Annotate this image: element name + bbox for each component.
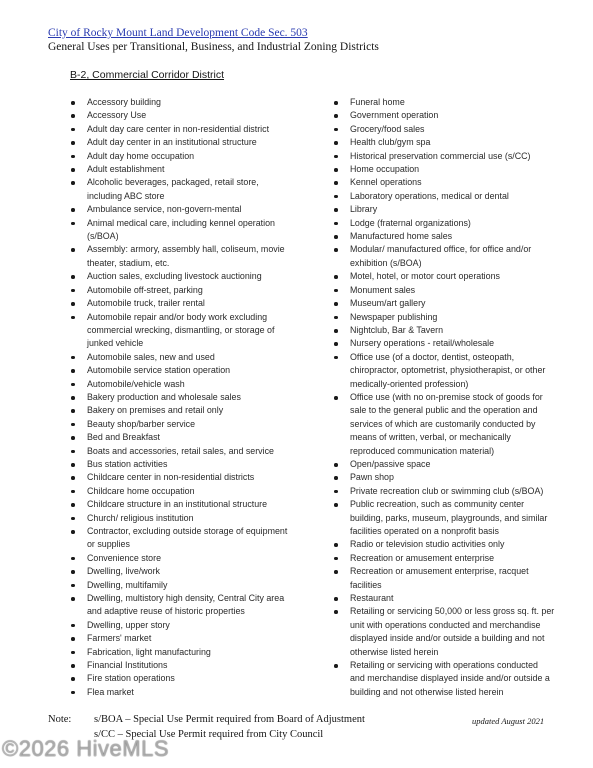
uses-list-right [333, 96, 555, 699]
use-list-item: Fabrication, light manufacturing [70, 646, 292, 659]
use-list-item: Radio or television studio activities only [333, 538, 555, 551]
use-list-item: Laboratory operations, medical or dental [333, 190, 555, 203]
use-list-item: Museum/art gallery [333, 297, 555, 310]
note-line-cc: s/CC – Special Use Permit required from City Council [94, 729, 324, 740]
use-list-item: Government operation [333, 109, 555, 122]
use-list-item: Contractor, excluding outside storage of equipment or supplies [70, 525, 292, 552]
use-list-item: Office use (with no on-premise stock of goods for sale to the general public and the operation and services of which are customarily conducted by means of written, verbal, or mechanically reproduced communication material) [333, 391, 555, 458]
use-list-item: Dwelling, live/work [70, 565, 292, 578]
use-list-item: Childcare center in non-residential districts [70, 471, 292, 484]
use-list-item: Automobile service station operation [70, 364, 292, 377]
use-list-item: Bakery production and wholesale sales [70, 391, 292, 404]
use-list-item: Historical preservation commercial use (s/CC) [333, 150, 555, 163]
use-list-item: Accessory Use [70, 109, 292, 122]
use-list-item: Bus station activities [70, 458, 292, 471]
use-list-item: Church/ religious institution [70, 512, 292, 525]
use-list-item: Automobile/vehicle wash [70, 378, 292, 391]
use-list-item: Office use (of a doctor, dentist, osteopath, chiropractor, optometrist, physiotherapist, or other medically-oriented profession) [333, 351, 555, 391]
use-list-item: Monument sales [333, 284, 555, 297]
use-list-item: Fire station operations [70, 672, 292, 685]
note-line-boa: s/BOA – Special Use Permit required from Board of Adjustment [94, 714, 365, 725]
use-list-item: Nursery operations - retail/wholesale [333, 337, 555, 350]
use-list-item: Adult day care center in non-residential district [70, 123, 292, 136]
use-list-item: Farmers' market [70, 632, 292, 645]
use-list-item: Auction sales, excluding livestock auctioning [70, 270, 292, 283]
use-list-item: Convenience store [70, 552, 292, 565]
use-list-item: Childcare home occupation [70, 485, 292, 498]
use-list-item: Bed and Breakfast [70, 431, 292, 444]
use-list-item: Flea market [70, 686, 292, 699]
use-list-item: Grocery/food sales [333, 123, 555, 136]
use-list-item: Childcare structure in an institutional structure [70, 498, 292, 511]
use-list-item: Library [333, 203, 555, 216]
use-list-item: Dwelling, multifamily [70, 579, 292, 592]
use-list-item: Adult day home occupation [70, 150, 292, 163]
use-list-item: Assembly: armory, assembly hall, coliseum, movie theater, stadium, etc. [70, 243, 292, 270]
use-list-item: Adult day center in an institutional structure [70, 136, 292, 149]
use-list-item: Ambulance service, non-govern-mental [70, 203, 292, 216]
use-list-item: Home occupation [333, 163, 555, 176]
use-list-item: Bakery on premises and retail only [70, 404, 292, 417]
use-list-item: Nightclub, Bar & Tavern [333, 324, 555, 337]
use-list-item: Public recreation, such as community center building, parks, museum, playgrounds, and similar facilities operated on a nonprofit basis [333, 498, 555, 538]
use-list-item: Pawn shop [333, 471, 555, 484]
use-list-item: Motel, hotel, or motor court operations [333, 270, 555, 283]
section-heading: B-2, Commercial Corridor District [70, 69, 225, 81]
updated-date: updated August 2021 [472, 716, 545, 726]
use-list-item: Automobile truck, trailer rental [70, 297, 292, 310]
use-list-item: Manufactured home sales [333, 230, 555, 243]
use-list-item: Financial Institutions [70, 659, 292, 672]
document-title-link[interactable]: City of Rocky Mount Land Development Code Sec. 503 [48, 27, 308, 39]
use-list-item: Newspaper publishing [333, 311, 555, 324]
note-label: Note: [48, 714, 72, 725]
use-list-item: Recreation or amusement enterprise, racquet facilities [333, 565, 555, 592]
use-list-item: Lodge (fraternal organizations) [333, 217, 555, 230]
use-list-item: Automobile sales, new and used [70, 351, 292, 364]
use-list-item: Restaurant [333, 592, 555, 605]
use-list-item: Automobile repair and/or body work excluding commercial wrecking, dismantling, or storage of junked vehicle [70, 311, 292, 351]
use-list-item: Boats and accessories, retail sales, and service [70, 445, 292, 458]
use-list-item: Retailing or servicing 50,000 or less gross sq. ft. per unit with operations conducted and merchandise displayed inside and/or outside a building and not otherwise listed herein [333, 605, 555, 659]
document-subtitle: General Uses per Transitional, Business, and Industrial Zoning Districts [48, 41, 379, 53]
use-list-item: Retailing or servicing with operations conducted and merchandise displayed inside and/or outside a building and not otherwise listed herein [333, 659, 555, 699]
use-list-item: Health club/gym spa [333, 136, 555, 149]
use-list-item: Alcoholic beverages, packaged, retail store, including ABC store [70, 176, 292, 203]
use-list-item: Animal medical care, including kennel operation (s/BOA) [70, 217, 292, 244]
use-list-item: Dwelling, multistory high density, Central City area and adaptive reuse of historic properties [70, 592, 292, 619]
use-list-item: Dwelling, upper story [70, 619, 292, 632]
use-list-item: Beauty shop/barber service [70, 418, 292, 431]
use-list-item: Recreation or amusement enterprise [333, 552, 555, 565]
watermark: ©2026 HiveMLS [2, 736, 170, 761]
uses-list-left [70, 96, 292, 699]
use-list-item: Adult establishment [70, 163, 292, 176]
use-list-item: Accessory building [70, 96, 292, 109]
use-list-item: Funeral home [333, 96, 555, 109]
use-list-item: Private recreation club or swimming club (s/BOA) [333, 485, 555, 498]
use-list-item: Automobile off-street, parking [70, 284, 292, 297]
use-list-item: Kennel operations [333, 176, 555, 189]
use-list-item: Open/passive space [333, 458, 555, 471]
use-list-item: Modular/ manufactured office, for office and/or exhibition (s/BOA) [333, 243, 555, 270]
